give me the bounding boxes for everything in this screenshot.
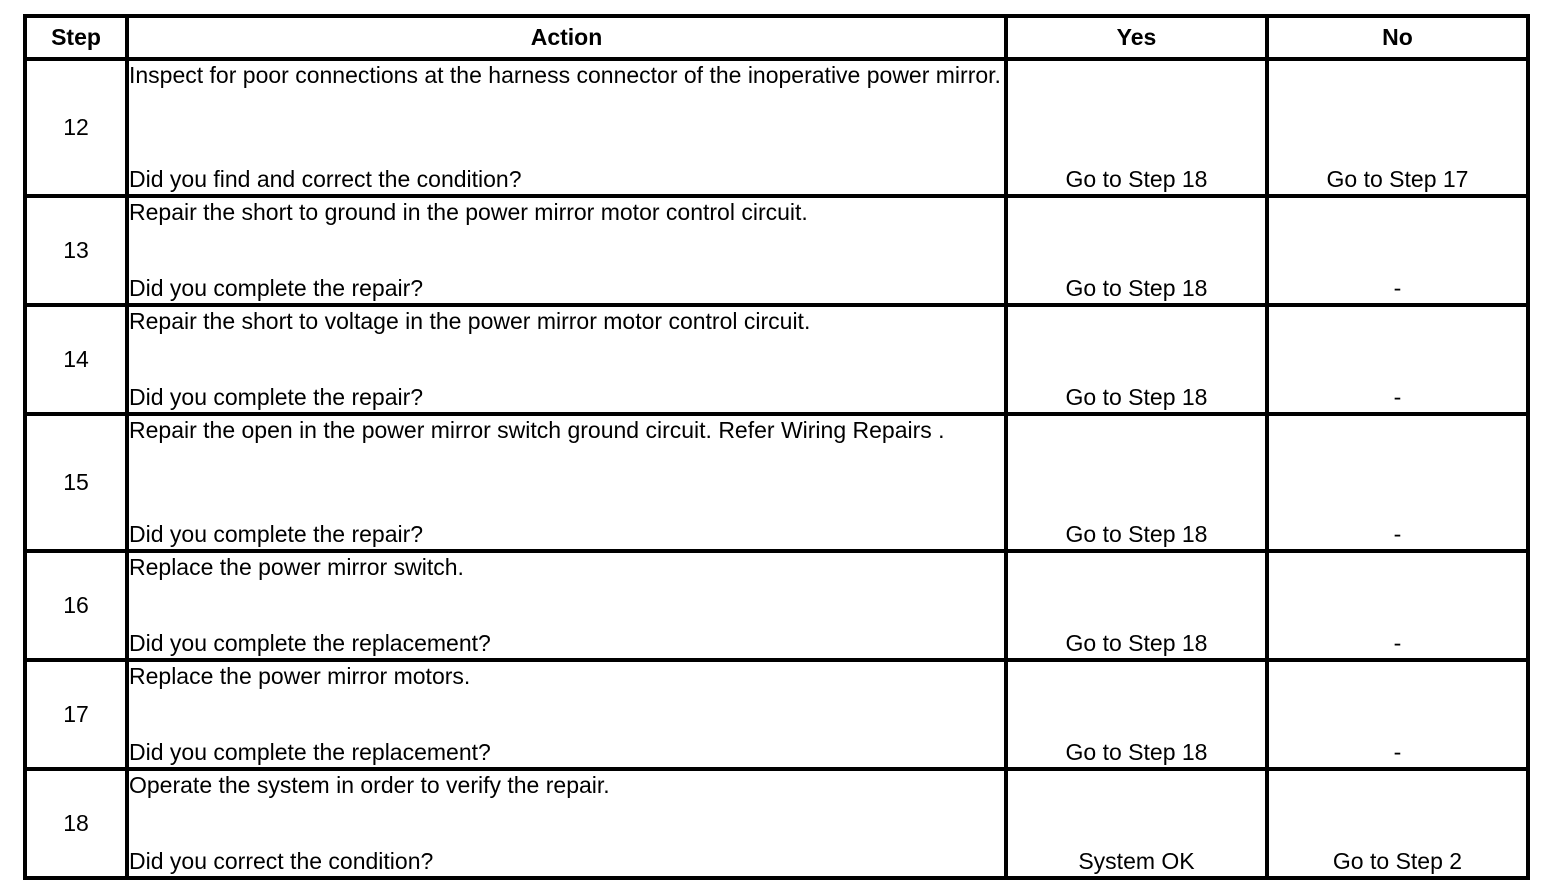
- action-cell: [127, 414, 1006, 551]
- yes-result: Go to Step 18: [1006, 59, 1267, 196]
- step-number: 12: [25, 59, 127, 196]
- no-result: -: [1267, 660, 1528, 769]
- question-text: Did you find and correct the condition?: [129, 166, 522, 192]
- table-row: [25, 414, 1528, 551]
- action-cell: [127, 305, 1006, 414]
- yes-result: Go to Step 18: [1006, 660, 1267, 769]
- no-result: Go to Step 17: [1267, 59, 1528, 196]
- step-number: 14: [25, 305, 127, 414]
- yes-result: Go to Step 18: [1006, 305, 1267, 414]
- question-text: Did you complete the repair?: [129, 384, 424, 410]
- yes-result: Go to Step 18: [1006, 414, 1267, 551]
- action-cell: [127, 59, 1006, 196]
- action-text: Operate the system in order to verify the repair.: [129, 772, 610, 798]
- table-row: [25, 660, 1528, 769]
- question-text: Did you correct the condition?: [129, 848, 434, 874]
- no-result: Go to Step 2: [1267, 769, 1528, 878]
- action-text: Repair the short to voltage in the power mirror motor control circuit.: [129, 308, 811, 334]
- action-cell: [127, 660, 1006, 769]
- action-text: Repair the open in the power mirror switch ground circuit. Refer Wiring Repairs .: [129, 417, 945, 443]
- action-text: Repair the short to ground in the power mirror motor control circuit.: [129, 199, 808, 225]
- action-cell: [127, 551, 1006, 660]
- question-text: Did you complete the replacement?: [129, 630, 491, 656]
- yes-result: System OK: [1006, 769, 1267, 878]
- no-result: -: [1267, 551, 1528, 660]
- step-number: 17: [25, 660, 127, 769]
- table-row: [25, 59, 1528, 196]
- action-text: Inspect for poor connections at the harness connector of the inoperative power mirror.: [129, 62, 1001, 88]
- header-yes: Yes: [1006, 16, 1267, 59]
- action-cell: [127, 196, 1006, 305]
- yes-result: Go to Step 18: [1006, 196, 1267, 305]
- header-row: [25, 16, 1528, 59]
- header-no: No: [1267, 16, 1528, 59]
- no-result: -: [1267, 414, 1528, 551]
- yes-result: Go to Step 18: [1006, 551, 1267, 660]
- question-text: Did you complete the replacement?: [129, 739, 491, 765]
- step-number: 18: [25, 769, 127, 878]
- action-text: Replace the power mirror motors.: [129, 663, 471, 689]
- no-result: -: [1267, 305, 1528, 414]
- diagnostic-table: [23, 14, 1530, 880]
- table-row: [25, 769, 1528, 878]
- action-cell: [127, 769, 1006, 878]
- action-text: Replace the power mirror switch.: [129, 554, 464, 580]
- no-result: -: [1267, 196, 1528, 305]
- question-text: Did you complete the repair?: [129, 275, 424, 301]
- step-number: 16: [25, 551, 127, 660]
- step-number: 13: [25, 196, 127, 305]
- header-action: Action: [127, 16, 1006, 59]
- table-row: [25, 196, 1528, 305]
- table-row: [25, 305, 1528, 414]
- question-text: Did you complete the repair?: [129, 521, 424, 547]
- table-row: [25, 551, 1528, 660]
- header-step: Step: [25, 16, 127, 59]
- step-number: 15: [25, 414, 127, 551]
